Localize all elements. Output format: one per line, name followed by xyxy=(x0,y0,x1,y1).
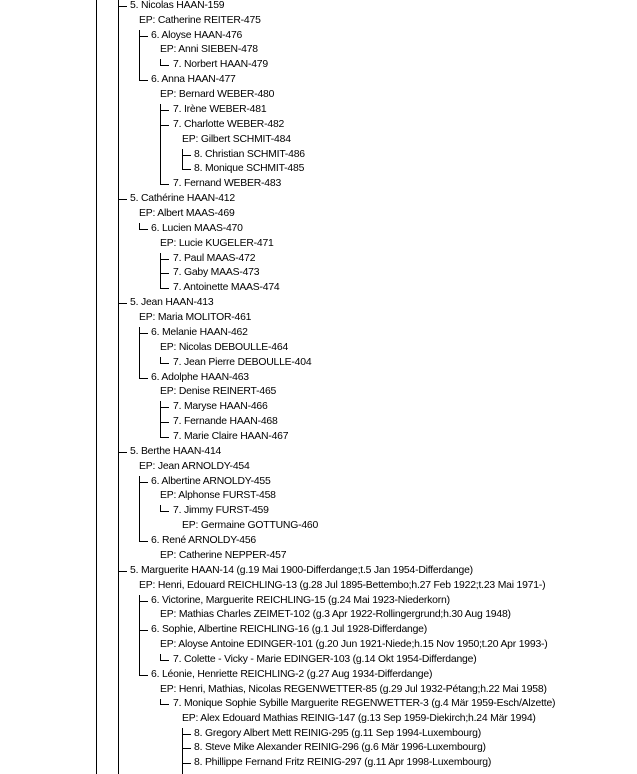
person-entry: 6. Lucien MAAS-470 xyxy=(151,223,243,234)
person-entry: 6. Anna HAAN-477 xyxy=(151,74,236,85)
person-entry: 6. Léonie, Henriette REICHLING-2 (g.27 Aug 1934-Differdange) xyxy=(151,669,433,680)
person-entry: 7. Colette - Vicky - Marie EDINGER-103 (g.14 Okt 1954-Differdange) xyxy=(173,654,477,665)
spouse-entry: EP: Alphonse FURST-458 xyxy=(160,490,276,501)
spouse-entry: EP: Henri, Edouard REICHLING-13 (g.28 Jul 1895-Bettembo;h.27 Feb 1922;t.23 Mai 1971-) xyxy=(139,580,546,591)
spouse-entry: EP: Gilbert SCHMIT-484 xyxy=(182,134,291,145)
spouse-entry: EP: Catherine NEPPER-457 xyxy=(160,550,287,561)
tree-connector xyxy=(182,155,191,156)
person-entry: 7. Fernand WEBER-483 xyxy=(173,178,282,189)
spouse-entry: EP: Albert MAAS-469 xyxy=(139,208,235,219)
person-entry: 6. Sophie, Albertine REICHLING-16 (g.1 Jul 1928-Differdange) xyxy=(151,624,428,635)
person-entry: 8. Phillippe Fernand Fritz REINIG-297 (g.11 Apr 1998-Luxembourg) xyxy=(194,757,492,768)
tree-connector xyxy=(182,748,191,749)
tree-connector xyxy=(160,110,169,111)
tree-connector xyxy=(118,6,127,7)
tree-connector xyxy=(160,259,169,260)
person-entry: 6. Albertine ARNOLDY-455 xyxy=(151,476,271,487)
tree-connector xyxy=(118,452,127,453)
spouse-entry: EP: Denise REINERT-465 xyxy=(160,386,277,397)
person-entry: 7. Antoinette MAAS-474 xyxy=(173,282,280,293)
tree-connector xyxy=(139,595,140,676)
person-entry: 8. Steve Mike Alexander REINIG-296 (g.6 Mär 1996-Luxembourg) xyxy=(194,742,486,753)
person-entry: 5. Berthe HAAN-414 xyxy=(130,446,222,457)
tree-connector xyxy=(182,734,191,735)
person-entry: 7. Norbert HAAN-479 xyxy=(173,59,268,70)
person-entry: 5. Marguerite HAAN-14 (g.19 Mai 1900-Differdange;t.5 Jan 1954-Differdange) xyxy=(130,565,473,576)
person-entry: 7. Paul MAAS-472 xyxy=(173,253,256,264)
tree-connector xyxy=(139,482,148,483)
tree-connector xyxy=(139,80,148,81)
person-entry: 6. Aloyse HAAN-476 xyxy=(151,30,243,41)
spouse-entry: EP: Bernard WEBER-480 xyxy=(160,89,275,100)
tree-connector xyxy=(160,660,169,661)
person-entry: 7. Monique Sophie Sybille Marguerite REGENWETTER-3 (g.4 Mär 1959-Esch/Alzette) xyxy=(173,698,556,709)
tree-connector xyxy=(139,36,148,37)
spouse-entry: EP: Lucie KUGELER-471 xyxy=(160,238,274,249)
tree-connector xyxy=(139,30,140,81)
spouse-entry: EP: Nicolas DEBOULLE-464 xyxy=(160,342,289,353)
person-entry: 7. Fernande HAAN-468 xyxy=(173,416,278,427)
spouse-entry: EP: Maria MOLITOR-461 xyxy=(139,312,252,323)
spouse-entry: EP: Germaine GOTTUNG-460 xyxy=(182,520,319,531)
tree-connector xyxy=(182,149,183,170)
tree-connector xyxy=(160,422,169,423)
tree-connector xyxy=(118,303,127,304)
tree-connector xyxy=(182,169,191,170)
tree-connector xyxy=(160,288,169,289)
tree-connector xyxy=(160,125,169,126)
tree-connector xyxy=(118,571,127,572)
spouse-entry: EP: Jean ARNOLDY-454 xyxy=(139,461,250,472)
person-entry: 6. Adolphe HAAN-463 xyxy=(151,372,249,383)
person-entry: 8. Monique SCHMIT-485 xyxy=(194,163,305,174)
tree-connector xyxy=(96,0,97,774)
tree-connector xyxy=(139,476,140,542)
tree-connector xyxy=(160,65,169,66)
spouse-entry: EP: Henri, Mathias, Nicolas REGENWETTER-85 (g.29 Jul 1932-Pétang;h.22 Mai 1958) xyxy=(160,684,547,695)
tree-connector xyxy=(160,407,169,408)
person-entry: 7. Jean Pierre DEBOULLE-404 xyxy=(173,357,312,368)
tree-connector xyxy=(139,327,140,379)
tree-connector xyxy=(139,541,148,542)
spouse-entry: EP: Alex Edouard Mathias REINIG-147 (g.13 Sep 1959-Diekirch;h.24 Mär 1994) xyxy=(182,713,536,724)
tree-connector xyxy=(160,704,169,705)
tree-connector xyxy=(118,0,119,774)
tree-connector xyxy=(160,437,169,438)
spouse-entry: EP: Catherine REITER-475 xyxy=(139,15,261,26)
person-entry: 6. Victorine, Marguerite REICHLING-15 (g.24 Mai 1923-Niederkorn) xyxy=(151,595,450,606)
person-entry: 7. Gaby MAAS-473 xyxy=(173,267,260,278)
person-entry: 7. Jimmy FURST-459 xyxy=(173,505,269,516)
tree-connector xyxy=(160,363,169,364)
person-entry: 5. Nicolas HAAN-159 xyxy=(130,0,225,11)
person-entry: 7. Maryse HAAN-466 xyxy=(173,401,268,412)
person-entry: 8. Christian SCHMIT-486 xyxy=(194,149,305,160)
spouse-entry: EP: Aloyse Antoine EDINGER-101 (g.20 Jun 1921-Niede;h.15 Nov 1950;t.20 Apr 1993-) xyxy=(160,639,548,650)
person-entry: 7. Marie Claire HAAN-467 xyxy=(173,431,289,442)
tree-connector xyxy=(182,763,191,764)
tree-connector xyxy=(139,378,148,379)
tree-connector xyxy=(160,273,169,274)
tree-connector xyxy=(139,333,148,334)
tree-connector xyxy=(139,601,148,602)
person-entry: 5. Jean HAAN-413 xyxy=(130,297,214,308)
tree-connector xyxy=(139,675,148,676)
tree-connector xyxy=(139,630,148,631)
person-entry: 8. Gregory Albert Mett REINIG-295 (g.11 Sep 1994-Luxembourg) xyxy=(194,728,481,739)
tree-connector xyxy=(160,104,161,185)
person-entry: 5. Cathérine HAAN-412 xyxy=(130,193,235,204)
person-entry: 6. René ARNOLDY-456 xyxy=(151,535,256,546)
tree-connector xyxy=(160,184,169,185)
tree-connector xyxy=(139,229,148,230)
spouse-entry: EP: Anni SIEBEN-478 xyxy=(160,44,258,55)
person-entry: 6. Melanie HAAN-462 xyxy=(151,327,248,338)
spouse-entry: EP: Mathias Charles ZEIMET-102 (g.3 Apr 1922-Rollingergrund;h.30 Aug 1948) xyxy=(160,609,511,620)
person-entry: 7. Irène WEBER-481 xyxy=(173,104,267,115)
tree-connector xyxy=(118,199,127,200)
person-entry: 7. Charlotte WEBER-482 xyxy=(173,119,285,130)
tree-connector xyxy=(160,511,169,512)
